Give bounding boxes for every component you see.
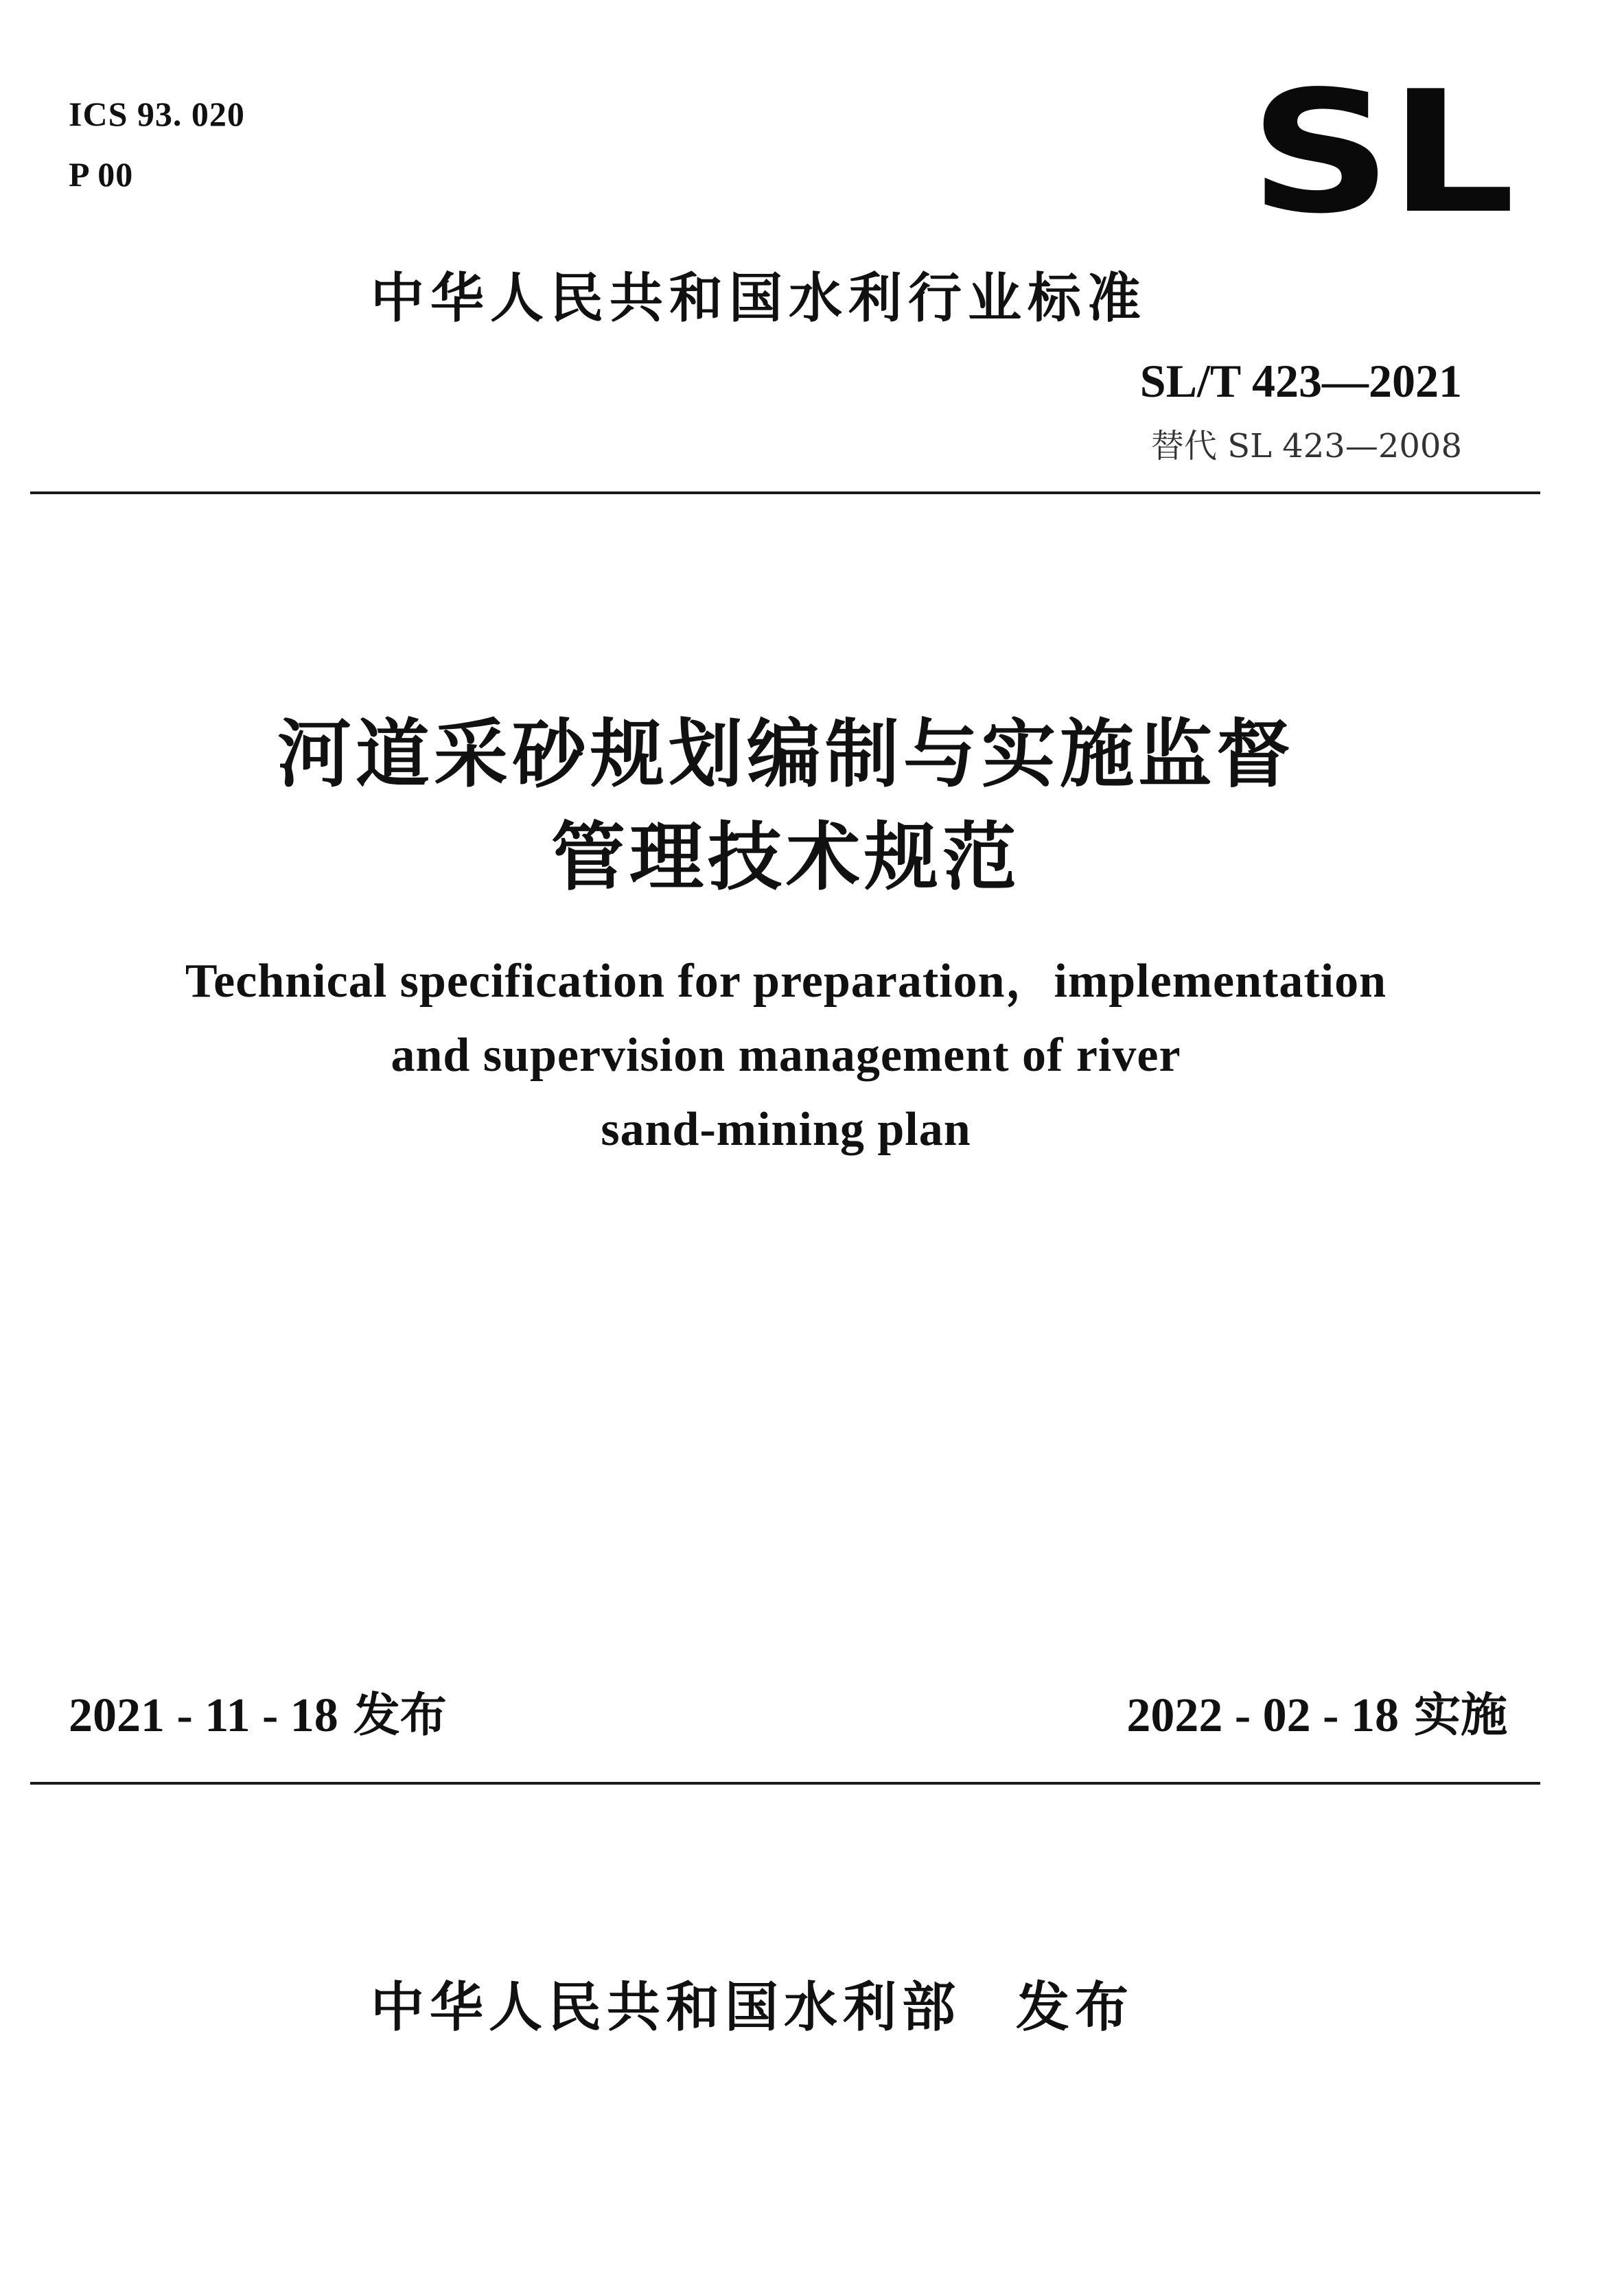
- classification-codes: [69, 84, 245, 205]
- title-en-line3: sand-mining plan: [601, 1103, 971, 1156]
- replaces-standard: 替代 SL 423—2008: [1150, 427, 1462, 465]
- title-en-line1: Technical specification for preparation，implementation: [185, 955, 1387, 1008]
- issuer-label: 发布: [1016, 1977, 1135, 2039]
- title-cn-line1: 河道采砂规划编制与实施监督: [277, 712, 1295, 798]
- ics-code: ICS 93. 020: [69, 95, 245, 133]
- title-en-line2: and supervision management of river: [391, 1029, 1181, 1082]
- issue-date: [69, 1682, 447, 1750]
- issue-date-label: 发布: [353, 1689, 447, 1743]
- title-cn-line2: 管理技术规范: [550, 815, 1021, 901]
- effective-date-label: 实施: [1413, 1689, 1507, 1743]
- industry-standard-heading: 中华人民共和国水利行业标准: [371, 268, 1148, 329]
- issuer-name: 中华人民共和国水利部: [371, 1977, 962, 2039]
- effective-date: [1126, 1682, 1507, 1750]
- effective-date-value: 2022 - 02 - 18: [1126, 1689, 1399, 1742]
- top-divider: [30, 491, 1540, 494]
- sl-logo: SL: [1249, 55, 1513, 251]
- standard-number: SL/T 423—2021: [1139, 355, 1462, 407]
- issue-date-value: 2021 - 11 - 18: [69, 1689, 338, 1742]
- category-code: P 00: [69, 155, 134, 194]
- bottom-divider: [30, 1782, 1540, 1785]
- issuer-line: [371, 1970, 1134, 2045]
